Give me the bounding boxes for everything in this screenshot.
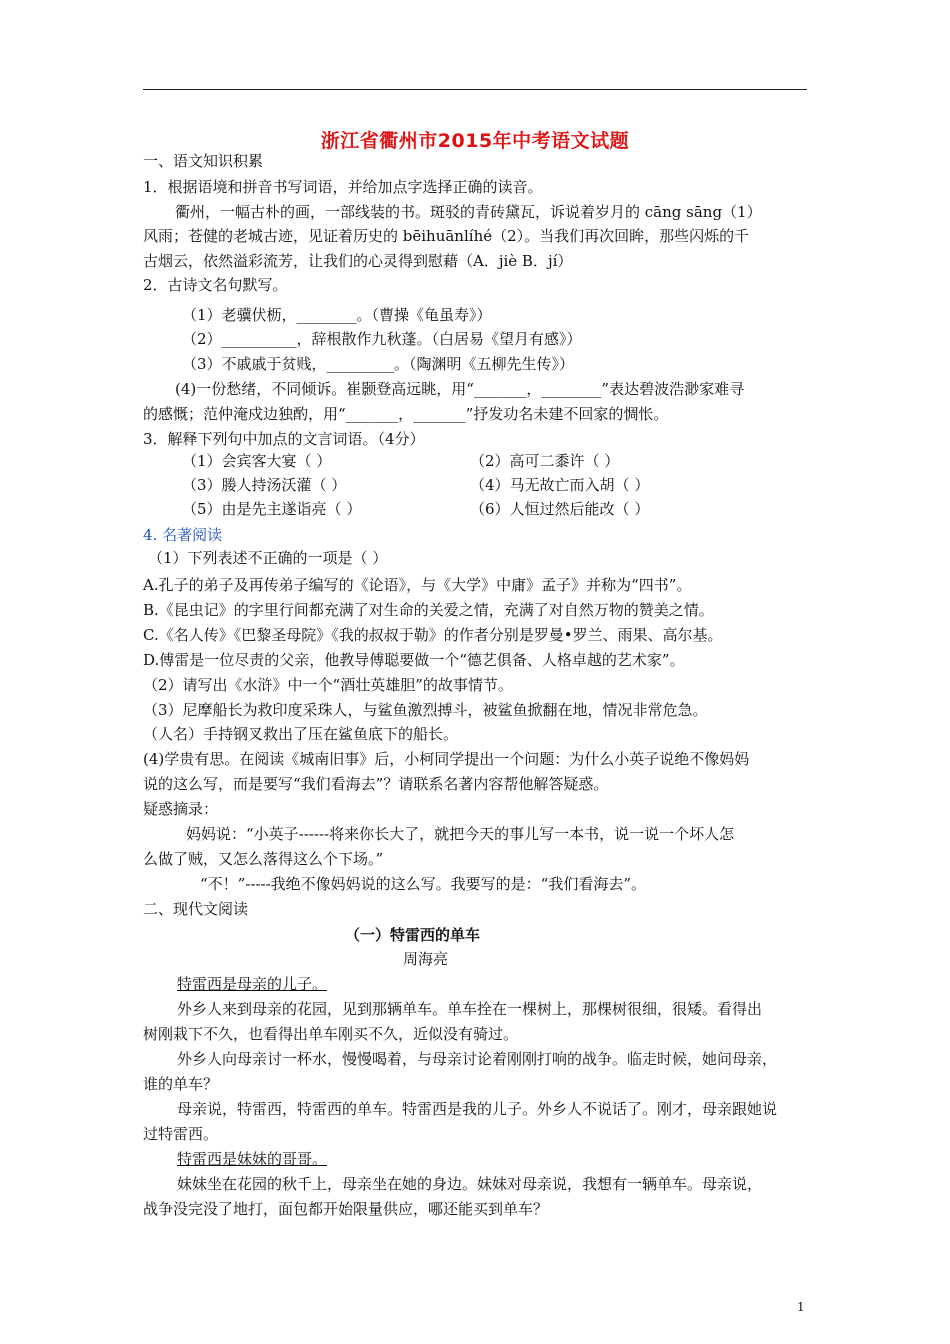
text-line: (4)学贵有思。在阅读《城南旧事》后，小柯同学提出一个问题：为什么小英子说绝不像妈妈 bbox=[143, 750, 750, 768]
page-number: 1 bbox=[797, 1300, 805, 1314]
text-line: (4)一份愁绪，不同倾诉。崔颢登高远眺，用“_______，________”表达碧波浩渺家难寻 bbox=[175, 380, 745, 398]
text-line: 树刚栽下不久，也看得出单车刚买不久，近似没有骑过。 bbox=[143, 1025, 519, 1043]
option-c: C.《名人传》《巴黎圣母院》《我的叔叔于勒》的作者分别是罗曼•罗兰、雨果、高尔基。 bbox=[143, 626, 723, 644]
section-heading: 一、语文知识积累 bbox=[143, 152, 264, 170]
header-rule bbox=[143, 89, 807, 90]
text-line: 疑惑摘录： bbox=[143, 800, 219, 818]
question-2: 2．古诗文名句默写。 bbox=[143, 276, 288, 294]
text-line: 衢州，一幅古朴的画，一部线装的书。斑驳的青砖黛瓦，诉说着岁月的 cāng sāng（1） bbox=[175, 203, 762, 221]
text-line: 妈妈说：“小英子------将来你长大了，就把今天的事儿写一本书，说一说一个坏人怎 bbox=[186, 825, 735, 843]
text-line: 外乡人向母亲讨一杯水，慢慢喝着，与母亲讨论着刚刚打响的战争。临走时候，她问母亲， bbox=[177, 1050, 778, 1068]
text-line: 妹妹坐在花园的秋千上，母亲坐在她的身边。妹妹对母亲说，我想有一辆单车。母亲说， bbox=[177, 1175, 763, 1193]
text-line: 过特雷西。 bbox=[143, 1125, 219, 1143]
section-heading: 二、现代文阅读 bbox=[143, 900, 249, 918]
text-line: 么做了贼，又怎么落得这么个下场。” bbox=[143, 850, 384, 868]
question-4: 4. 名著阅读 bbox=[143, 526, 223, 544]
text-line: （1）老骥伏枥，________。（曹操《龟虽寿》） bbox=[182, 306, 492, 324]
text-line: （人名）手持钢叉救出了压在鲨鱼底下的船长。 bbox=[143, 725, 459, 743]
text-line: （3）尼摩船长为救印度采珠人，与鲨鱼激烈搏斗，被鲨鱼掀翻在地，情况非常危急。 bbox=[143, 701, 708, 719]
page-title: 浙江省衢州市2015年中考语文试题 bbox=[320, 130, 630, 152]
text-line: 谁的单车？ bbox=[143, 1075, 219, 1093]
text-line: 的感慨；范仲淹戍边独酌，用“_______，_______”抒发功名未建不回家的惆怅。 bbox=[143, 405, 669, 423]
text-line: 古烟云，依然溢彩流芳，让我们的心灵得到慰藉（A．jiè B．jí） bbox=[143, 252, 573, 270]
text-line: （3）不戚戚于贫贱，_________。（陶渊明《五柳先生传》） bbox=[182, 355, 575, 373]
text-line: 风雨；苍健的老城古迹，见证着历史的 bēihuānlíhé（2）。当我们再次回眸，那些闪烁的千 bbox=[143, 227, 750, 245]
option-d: D.傅雷是一位尽责的父亲，他教导傅聪要做一个“德艺俱备、人格卓越的艺术家”。 bbox=[143, 651, 685, 669]
option-a: A.孔子的弟子及再传弟子编写的《论语》，与《大学》中庸》孟子》并称为“四书”。 bbox=[143, 576, 692, 594]
question-1: 1．根据语境和拼音书写词语，并给加点字选择正确的读音。 bbox=[143, 178, 543, 196]
text-line: 战争没完没了地打，面包都开始限量供应，哪还能买到单车？ bbox=[143, 1200, 549, 1218]
text-line: 母亲说，特雷西，特雷西的单车。特雷西是我的儿子。外乡人不说话了。刚才，母亲跟她说 bbox=[177, 1100, 778, 1118]
text-line: （2）高可二黍许（ ） bbox=[470, 452, 620, 470]
text-line: 特雷西是母亲的儿子。 bbox=[177, 975, 328, 993]
text-line: （2）__________，辞根散作九秋蓬。（白居易《望月有感》） bbox=[182, 330, 582, 348]
question-3: 3．解释下列句中加点的文言词语。（4分） bbox=[143, 430, 425, 448]
article-author: 周海亮 bbox=[403, 950, 449, 968]
text-line: （5）由是先主遂诣亮（ ） bbox=[182, 500, 362, 518]
text-line: 特雷西是妹妹的哥哥。 bbox=[177, 1150, 328, 1168]
text-line: “不！”-----我绝不像妈妈说的这么写。我要写的是：“我们看海去”。 bbox=[200, 875, 647, 893]
text-line: （1）下列表述不正确的一项是（ ） bbox=[148, 549, 388, 567]
text-line: （4）马无故亡而入胡（ ） bbox=[470, 476, 650, 494]
text-line: （3）媵人持汤沃灌（ ） bbox=[182, 476, 347, 494]
text-line: （1）会宾客大宴（ ） bbox=[182, 452, 332, 470]
text-line: 说的这么写，而是要写“我们看海去”？请联系名著内容帮他解答疑惑。 bbox=[143, 775, 609, 793]
option-b: B.《昆虫记》的字里行间都充满了对生命的关爱之情，充满了对自然万物的赞美之情。 bbox=[143, 601, 714, 619]
text-line: （6）人恒过然后能改（ ） bbox=[470, 500, 650, 518]
text-line: 外乡人来到母亲的花园，见到那辆单车。单车拴在一棵树上，那棵树很细，很矮。看得出 bbox=[177, 1000, 763, 1018]
article-title: （一）特雷西的单车 bbox=[345, 926, 481, 944]
text-line: （2）请写出《水浒》中一个“酒壮英雄胆”的故事情节。 bbox=[143, 676, 513, 694]
